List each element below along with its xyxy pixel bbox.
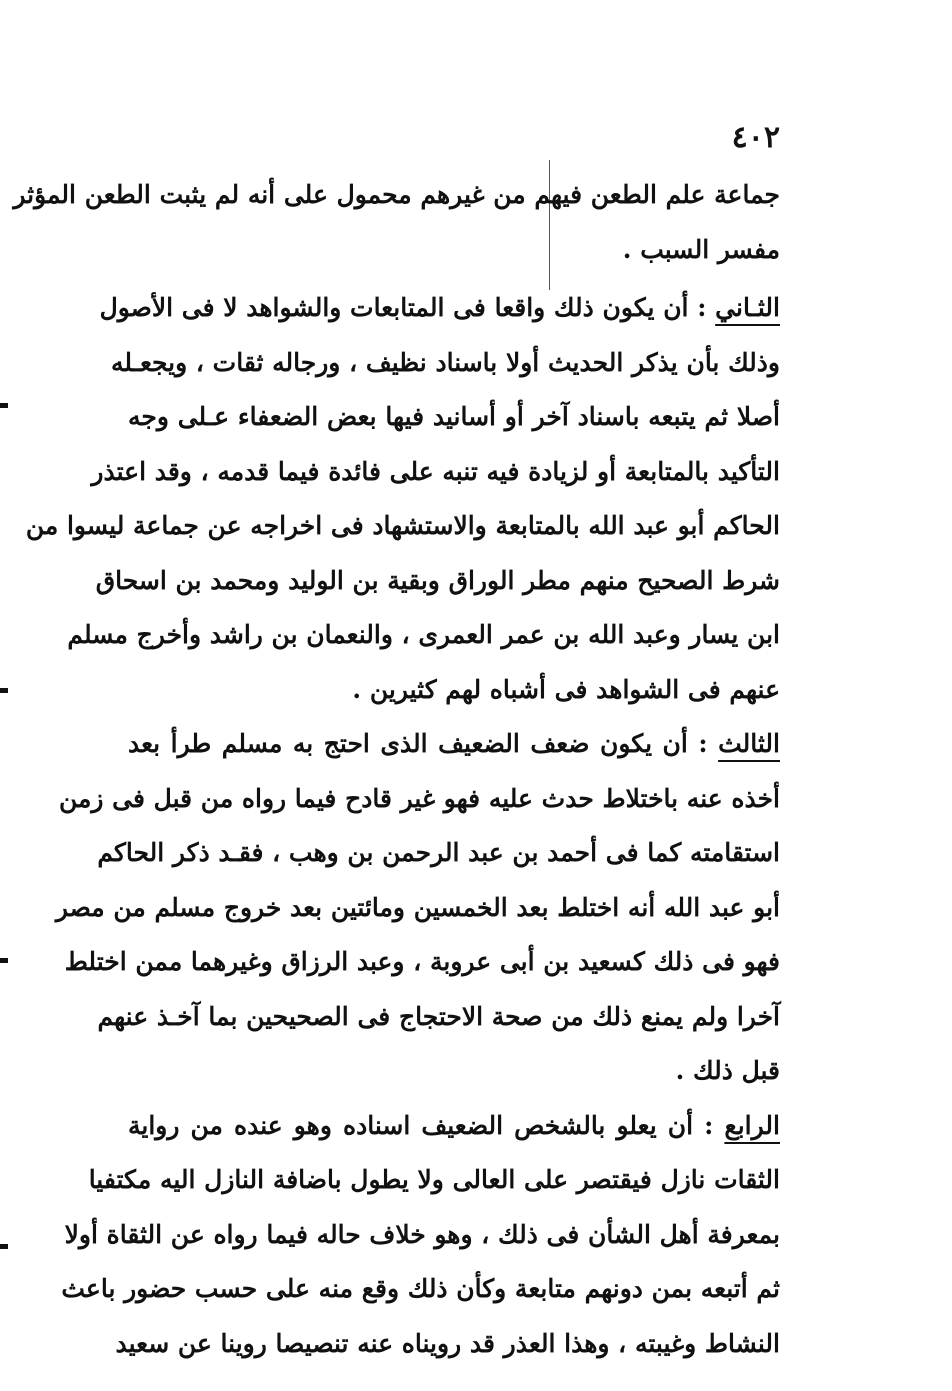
margin-mark [0, 958, 8, 963]
paragraph-heading-line [99, 281, 780, 336]
line-text: الحاكم أبو عبد الله بالمتابعة والاستشهاد فى اخراجه عن جماعة ليسوا من [25, 511, 780, 540]
line-text: : أن يعلو بالشخص الضعيف اسناده وهو عنده من رواية [128, 1110, 714, 1140]
text-line [91, 445, 780, 500]
text-line [115, 1317, 780, 1372]
text-line [61, 1262, 780, 1317]
section-heading-fourth: الرابع [724, 1110, 780, 1140]
line-text: آخرا ولم يمنع ذلك من صحة الاحتجاج فى الصحيحين بما آخـذ عنهم [97, 1001, 780, 1031]
section-heading-second: الثـاني [715, 293, 780, 322]
margin-mark [0, 403, 8, 408]
line-text: : أن يكون ضعف الضعيف الذى احتج به مسلم طرأ بعد [128, 729, 708, 758]
body-text [13, 168, 780, 1371]
text-line [64, 935, 780, 990]
text-line [13, 168, 780, 223]
line-text: بمعرفة أهل الشأن فى ذلك ، وهو خلاف حاله فيما رواه عن الثقاة أولا [64, 1219, 780, 1249]
line-text: : أن يكون ذلك واقعا فى المتابعات والشواهد لا فى الأصول [99, 293, 707, 322]
line-text: ثم أتبعه بمن دونهم متابعة وكأن ذلك وقع منه على حسب حضور باعث [61, 1274, 780, 1303]
text-line [128, 663, 780, 718]
line-text: وذلك بأن يذكر الحديث أولا باسناد نظيف ، ورجاله ثقات ، ويجعـله [110, 347, 780, 377]
text-line [97, 826, 780, 881]
text-line [58, 772, 780, 827]
line-text: شرط الصحيح منهم مطر الوراق وبقية بن الوليد ومحمد بن اسحاق [95, 565, 780, 595]
page-number: ٤٠٢ [731, 120, 780, 155]
line-text: قبل ذلك . [675, 1056, 780, 1085]
line-text: أصلا ثم يتبعه باسناد آخر أو أسانيد فيها بعض الضعفاء عـلى وجه [128, 402, 780, 431]
text-line [128, 390, 780, 445]
text-line [55, 881, 780, 936]
text-line [95, 554, 780, 609]
paragraph-heading-line [128, 1099, 780, 1154]
line-text: عنهم فى الشواهد فى أشباه لهم كثيرين . [352, 674, 780, 704]
section-heading-third: الثالث [718, 729, 780, 758]
margin-mark [0, 1244, 8, 1249]
text-line [67, 608, 780, 663]
line-text: أبو عبد الله أنه اختلط بعد الخمسين ومائتين بعد خروج مسلم من مصر [55, 892, 780, 922]
text-line [25, 499, 780, 554]
line-text: ابن يسار وعبد الله بن عمر العمرى ، والنعمان بن راشد وأخرج مسلم [67, 620, 780, 649]
paragraph-heading-line [128, 717, 780, 772]
line-text: مفسر السبب . [622, 234, 780, 264]
line-text: النشاط وغيبته ، وهذا العذر قد رويناه عنه تنصيصا روينا عن سعيد [115, 1328, 780, 1358]
line-text: الثقات نازل فيقتصر على العالى ولا يطول باضافة النازل اليه مكتفيا [88, 1165, 780, 1194]
margin-mark [0, 688, 8, 693]
text-line [110, 336, 780, 391]
line-text: استقامته كما فى أحمد بن عبد الرحمن بن وهب ، فقـد ذكر الحاكم [97, 838, 780, 867]
line-text: جماعة علم الطعن فيهم من غيرهم محمول على أنه لم يثبت الطعن المؤثر [13, 180, 780, 209]
line-text: التأكيد بالمتابعة أو لزيادة فيه تنبه على فائدة فيما قدمه ، وقد اعتذر [91, 456, 780, 486]
text-line [97, 990, 780, 1045]
line-text: أخذه عنه باختلاط حدث عليه فهو غير قادح فيما رواه من قبل فى زمن [58, 783, 780, 813]
text-line [128, 223, 780, 278]
text-line [88, 1153, 780, 1208]
line-text: فهو فى ذلك كسعيد بن أبى عروبة ، وعبد الرزاق وغيرهما ممن اختلط [64, 947, 780, 976]
text-line [64, 1208, 780, 1263]
text-line [128, 1044, 780, 1099]
